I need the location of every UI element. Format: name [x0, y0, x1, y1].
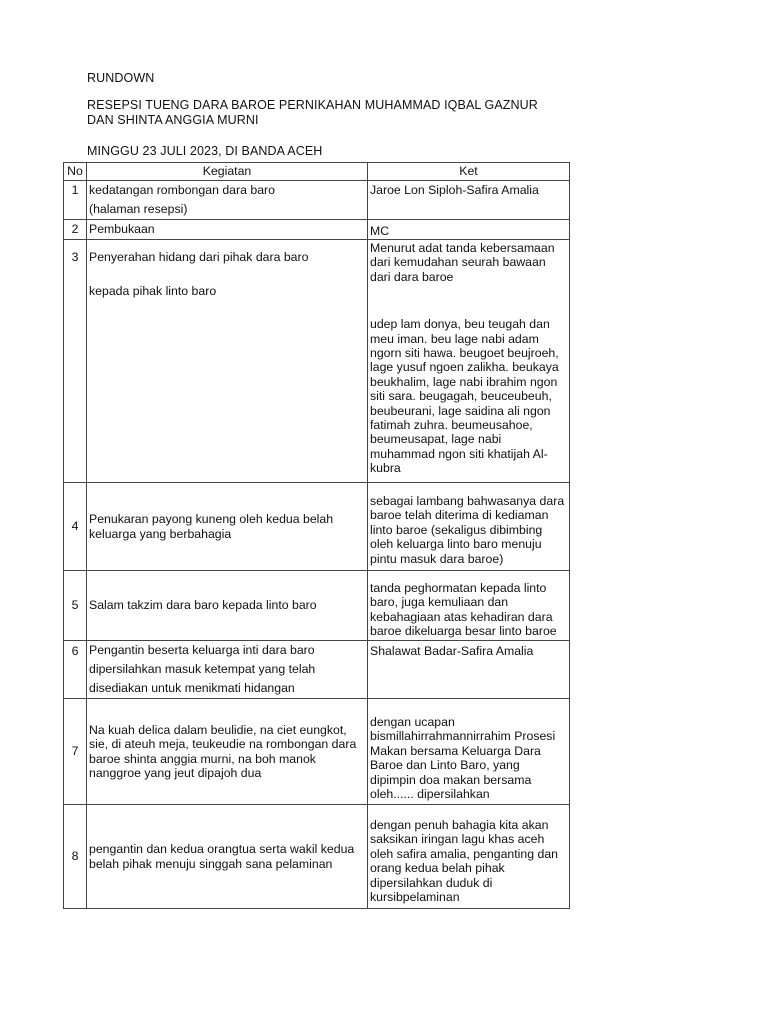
- kegiatan-line: Pengantin beserta keluarga inti dara baro: [89, 643, 315, 657]
- table-row: [64, 805, 570, 909]
- kegiatan-line: kepada pihak linto baro: [89, 284, 217, 299]
- row-kegiatan: [87, 699, 368, 805]
- kegiatan-line: Salam takzim dara baro kepada linto baro: [89, 598, 317, 613]
- table-header-row: [64, 163, 570, 181]
- row-kegiatan: [87, 220, 368, 240]
- event-date-location: MINGGU 23 JULI 2023, DI BANDA ACEH: [87, 144, 323, 158]
- ket-text: Shalawat Badar-Safira Amalia: [370, 644, 534, 658]
- row-ket: [368, 240, 570, 483]
- row-number: 7: [64, 699, 87, 805]
- row-ket: [368, 699, 570, 805]
- row-number: 3: [64, 240, 87, 483]
- kegiatan-line: Na kuah delica dalam beulidie, na ciet eungkot, sie, di ateuh meja, teukeudie na rombongan dara baroe shinta anggia murni, na boh manok nanggroe yang jeut dipajoh dua: [89, 722, 357, 780]
- ket-text: MC: [370, 223, 390, 238]
- column-header-kegiatan: Kegiatan: [87, 163, 368, 181]
- ket-text: Jaroe Lon Siploh-Safira Amalia: [370, 183, 539, 197]
- row-ket: [368, 641, 570, 699]
- row-number: 6: [64, 641, 87, 699]
- document-title: RUNDOWN: [87, 71, 155, 85]
- row-kegiatan: [87, 571, 368, 641]
- table-row: [64, 641, 570, 699]
- kegiatan-line: kedatangan rombongan dara baro: [89, 183, 275, 197]
- table-row: [64, 483, 570, 571]
- table-row: [64, 699, 570, 805]
- row-kegiatan: [87, 483, 368, 571]
- ket-text: dengan penuh bahagia kita akan saksikan iringan lagu khas aceh oleh safira amalia, penganting dan orang kedua belah pihak dipersilahkan duduk di kursibpelaminan: [370, 818, 559, 905]
- kegiatan-line: Pembukaan: [89, 222, 155, 237]
- row-kegiatan: [87, 240, 368, 483]
- row-number: 1: [64, 181, 87, 220]
- kegiatan-line: dipersilahkan masuk ketempat yang telah: [89, 662, 316, 676]
- kegiatan-line: Penukaran payong kuneng oleh kedua belah keluarga yang berbahagia: [89, 512, 334, 541]
- table-row: [64, 220, 570, 240]
- kegiatan-line: pengantin dan kedua orangtua serta wakil kedua belah pihak menuju singgah sana pelaminan: [89, 842, 355, 871]
- row-number: 2: [64, 220, 87, 240]
- table-row: [64, 181, 570, 220]
- ket-text: dengan ucapan bismillahirrahmannirrahim Prosesi Makan bersama Keluarga Dara Baroe dan Linto Baro, yang dipimpin doa makan bersama oleh...... dipersilahkan: [370, 715, 556, 802]
- table-row: [64, 240, 570, 483]
- row-ket: [368, 483, 570, 571]
- row-kegiatan: [87, 641, 368, 699]
- row-ket: [368, 220, 570, 240]
- ket-text: tanda peghormatan kepada linto baro, juga kemuliaan dan kebahagiaan atas kehadiran dara baroe dikeluarga besar linto baroe: [370, 581, 557, 639]
- kegiatan-line: (halaman resepsi): [89, 202, 188, 216]
- row-ket: [368, 805, 570, 909]
- event-title: RESEPSI TUENG DARA BAROE PERNIKAHAN MUHAMMAD IQBAL GAZNUR DAN SHINTA ANGGIA MURNI: [87, 98, 538, 127]
- row-ket: [368, 571, 570, 641]
- row-kegiatan: [87, 181, 368, 220]
- row-kegiatan: [87, 805, 368, 909]
- row-number: 4: [64, 483, 87, 571]
- column-header-no: No: [64, 163, 87, 181]
- kegiatan-line: disediakan untuk menikmati hidangan: [89, 681, 295, 695]
- row-ket: [368, 181, 570, 220]
- ket-text: udep lam donya, beu teugah dan meu iman. beu lage nabi adam ngorn siti hawa. beugoet beujroeh, lage yusuf ngoen zalikha. beukaya beukhalim, lage nabi ibrahim ngon siti sara. beugagah, beuceubeuh, beubeurani, lage saidina ali ngon fatimah zuhra. beumeusahoe, beumeusapat, lage nabi muhammad ngon siti khatijah Al-kubra: [370, 317, 559, 476]
- column-header-ket: Ket: [368, 163, 570, 181]
- row-number: 5: [64, 571, 87, 641]
- table-row: [64, 571, 570, 641]
- ket-text: sebagai lambang bahwasanya dara baroe telah diterima di kediaman linto baroe (sekaligus dibimbing oleh keluarga linto baro menuju pintu masuk dara baroe): [370, 494, 565, 566]
- ket-text: Menurut adat tanda kebersamaan dari kemudahan seurah bawaan dari dara baroe: [370, 241, 555, 284]
- row-number: 8: [64, 805, 87, 909]
- rundown-table: [63, 162, 570, 909]
- kegiatan-line: Penyerahan hidang dari pihak dara baro: [89, 250, 309, 264]
